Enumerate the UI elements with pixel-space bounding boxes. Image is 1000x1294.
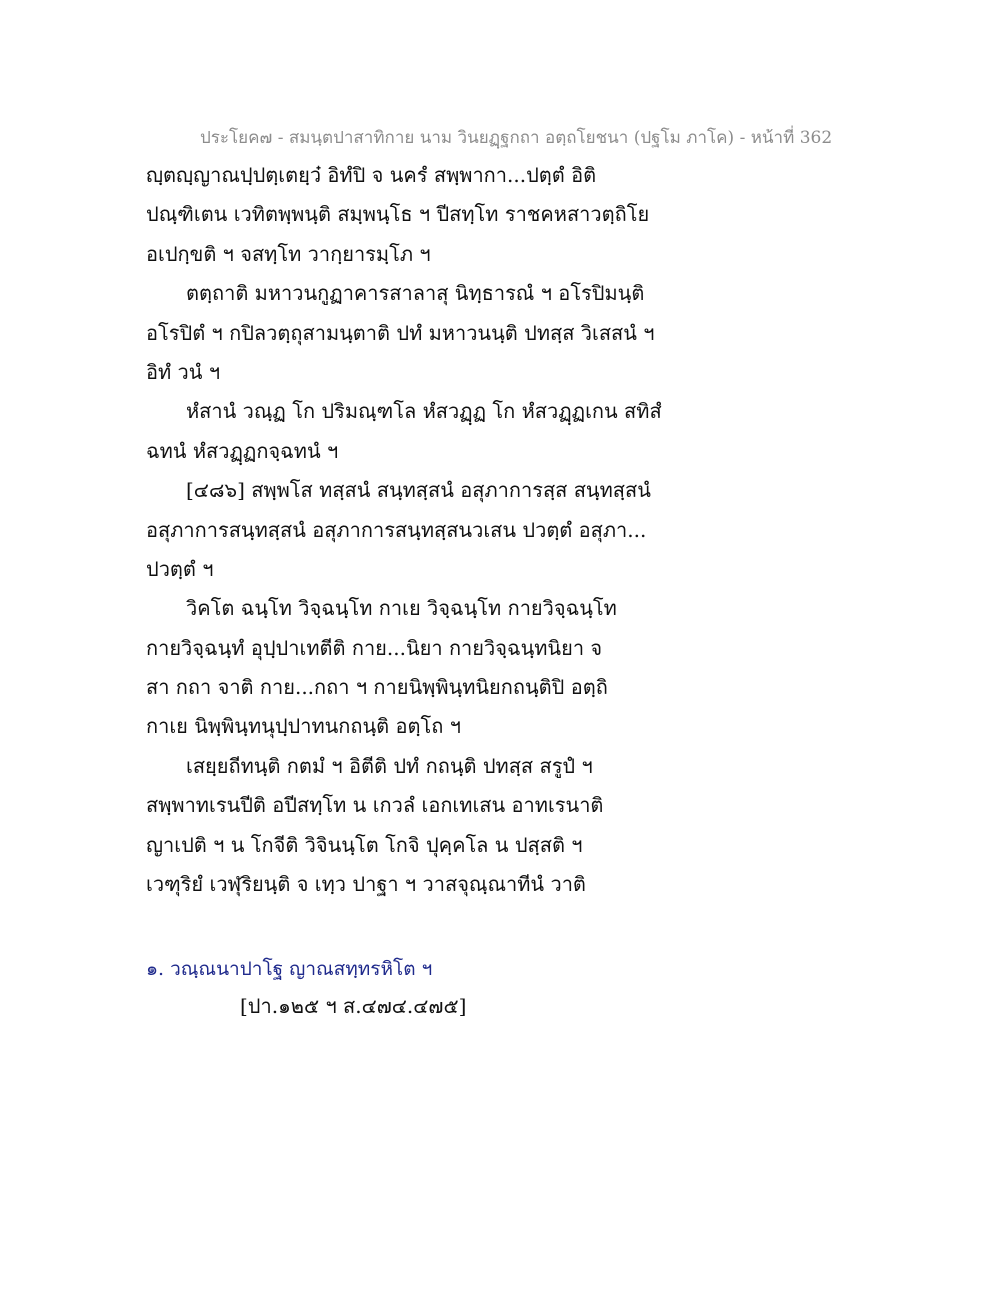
text-line-15: กาเย นิพฺพินฺทนุปฺปาทนกถนฺติ อตฺโถ ฯ — [146, 714, 461, 739]
text-line-17: สพฺพาทเรนปีติ อปีสทฺโท น เกวลํ เอกเทเสน อาทเรนาติ — [146, 793, 604, 818]
text-line-19: เวฑุริยํ เวฬุริยนฺติ จ เทฺว ปาฐา ฯ วาสจุณฺณาทีนํ วาติ — [146, 872, 586, 897]
text-line-5: อโรปิตํ ฯ กปิลวตฺถุสามนฺตาติ ปทํ มหาวนนฺติ ปทสฺส วิเสสนํ ฯ — [146, 320, 655, 345]
text-line-16: เสยฺยถีทนฺติ กตมํ ฯ อิตีติ ปทํ กถนฺติ ปทสฺส สรูปํ ฯ — [186, 753, 593, 778]
text-line-9: [๔๘๖] สพฺพโส ทสฺสนํ สนฺทสฺสนํ อสุภาการสฺส สนฺทสฺสนํ — [186, 478, 651, 503]
page-reference: [ปา.๑๒๕ ฯ ส.๔๗๔.๔๗๕] — [240, 994, 467, 1018]
text-line-3: อเปกฺขติ ฯ จสทฺโท วากฺยารมฺโภ ฯ — [146, 241, 431, 266]
text-line-6: อิทํ วนํ ฯ — [146, 359, 221, 384]
footnote: ๑. วณฺณนาปาโฐ ญาณสทฺทรหิโต ฯ — [146, 958, 433, 980]
body-text — [146, 156, 886, 904]
text-line-11: ปวตฺตํ ฯ — [146, 556, 214, 581]
page-header: ประโยค๗ - สมนฺตปาสาทิกาย นาม วินยฏฺฐกถา อตฺถโยชนา (ปฐโม ภาโค) - หน้าที่ 362 — [200, 128, 833, 148]
text-line-4: ตตฺถาติ มหาวนกูฏาคารสาลาสุ นิทฺธารณํ ฯ อโรปิมนฺติ — [186, 281, 645, 306]
text-line-18: ญาเปติ ฯ น โกจีติ วิจินนฺโต โกจิ ปุคฺคโล น ปสฺสติ ฯ — [146, 832, 583, 857]
text-line-8: ฉทนํ หํสวฏฺฏกจฺฉทนํ ฯ — [146, 438, 339, 463]
text-line-12: วิคโต ฉนฺโท วิจฺฉนฺโท กาเย วิจฺฉนฺโท กายวิจฺฉนฺโท — [186, 596, 617, 621]
text-line-2: ปณฺฑิเตน เวทิตพฺพนฺติ สมฺพนฺโธ ฯ ปีสทฺโท ราชคหสาวตฺถิโย — [146, 202, 650, 227]
text-line-14: สา กถา จาติ กาย...กถา ฯ กายนิพฺพินฺทนิยกถนฺติปิ อตฺถิ — [146, 675, 608, 700]
text-line-7: หํสานํ วณฺฏ โก ปริมณฺฑโล หํสวฏฺฏ โก หํสวฏฺฏเกน สทิสํ — [186, 399, 662, 424]
text-line-13: กายวิจฺฉนฺทํ อุปฺปาเทตีติ กาย...นิยา กายวิจฺฉนฺทนิยา จ — [146, 635, 603, 660]
text-line-1: ญฺตญฺญาณปฺปตฺเตยฺว๋ อิทํปิ จ นครํ สพฺพากา...ปตฺตํ อิติ — [146, 163, 597, 187]
text-line-10: อสุภาการสนฺทสฺสนํ อสุภาการสนฺทสฺสนวเสน ปวตฺตํ อสุภา... — [146, 517, 647, 542]
